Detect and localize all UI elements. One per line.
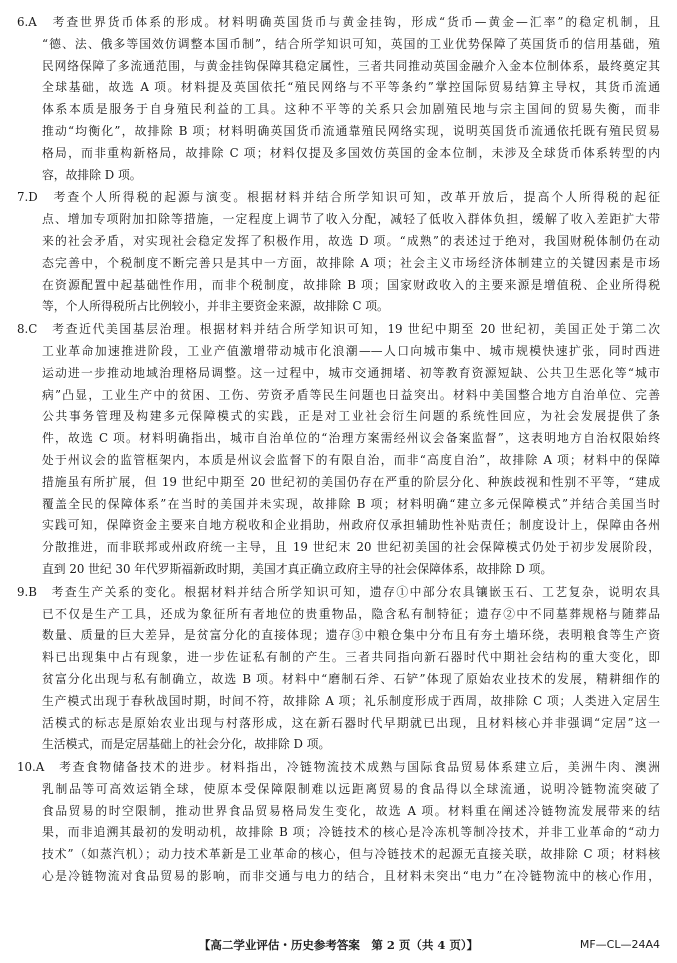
text-line: 措施虽有所扩展，但 19 世纪中期至 20 世纪初的美国仍存在严重的阶层分化、种族歧视和性别不平等，“建成 — [42, 474, 660, 489]
text-line: 数量、质量的巨大差异，是贫富分化的直接体现；遗存③中粮仓集中分布且有夯土墙环绕，表明粮食等生产资 — [42, 628, 660, 643]
text-line: 推动“均衡化”，故排除 B 项；材料明确英国货币流通靠殖民网络实现，说明英国货币流通依托既有殖民贸易 — [42, 123, 660, 138]
text-line: 生活模式，而是定居基础上的社会分化，故排除 D 项。 — [42, 737, 331, 752]
text-line: 覆盖全民的保障体系”在当时的美国并未实现，故排除 B 项；材料明确“建立多元保障模式”并结合美国当时 — [42, 496, 660, 511]
answer-item-9 — [17, 582, 660, 756]
answer-list — [17, 12, 660, 888]
text-line: 在资源配置中起基础性作用，而非个税制度，故排除 B 项；国家财政收入的主要来源是增值税、企业所得税 — [42, 277, 660, 292]
text-line: 果，而非追溯其最初的发明动机，故排除 B 项；冷链技术的核心是冷冻机等制冷技术，并非工业革命的“动力 — [42, 825, 660, 840]
text-line: 已不仅是生产工具，还成为象征所有者地位的贵重物品，隐含私有制特征；遗存②中不同墓葬规格与随葬品 — [42, 606, 660, 621]
text-line: 心是冷链物流对食品贸易的影响，而非交通与电力的结合，且材料未突出“电力”在冷链物流中的核心作用， — [42, 869, 660, 884]
text-line: 食品贸易的时空限制，推动世界食品贸易格局发生变化，故选 A 项。材料重在阐述冷链物流发展带来的结 — [42, 803, 660, 818]
page-footer — [17, 936, 660, 954]
text-line: 7.D 考查个人所得税的起源与演变。根据材料并结合所学知识可知，改革开放后，提高个人所得税的起征 — [17, 190, 660, 205]
text-line: 等，个人所得税所占比例较小，并非主要资金来源，故排除 C 项。 — [42, 299, 389, 314]
text-line: “德、法、俄多等国效仿调整本国币制”，结合所学知识可知，英国的工业优势保障了英国货币的信用基础，殖 — [42, 36, 660, 51]
text-line: 件，故选 C 项。材料明确指出，城市自治单位的“治理方案需经州议会备案监督”，这表明地方自治权限始终 — [42, 431, 660, 446]
text-line: 贫富分化出现与私有制确立，故选 B 项。材料中“磨制石斧、石铲”体现了原始农业技术的发展，精耕细作的 — [42, 671, 660, 686]
text-line: 公共事务管理及构建多元保障模式的实践，正是对工业社会衍生问题的系统性回应，为社会发展提供了条 — [42, 409, 660, 424]
text-line: 格局，而非重构新格局，故排除 C 项；材料仅提及多国效仿英国的金本位制，未涉及全球货币体系转型的内 — [42, 145, 660, 160]
text-line: 生产模式出现于春秋战国时期，时间不符，故排除 A 项；礼乐制度形成于西周，故排除 C 项；人类进入定居生 — [42, 693, 660, 708]
text-line: 8.C 考查近代美国基层治理。根据材料并结合所学知识可知，19 世纪中期至 20 世纪初，美国正处于第二次 — [17, 322, 660, 337]
text-line: 来的社会矛盾，对实现社会稳定发挥了积极作用，故选 D 项。“成熟”的表述过于绝对，我国财税体制仍在动 — [42, 233, 660, 248]
answer-item-10 — [17, 757, 660, 888]
text-line: 病”凸显，工业生产中的贫困、工伤、劳资矛盾等民生问题也日益突出。材料中美国整合地方自治单位、完善 — [42, 387, 660, 402]
text-line: 点、增加专项附加扣除等措施，一定程度上调节了收入分配，减轻了低收入群体负担，缓解了收入差距扩大带 — [42, 212, 660, 227]
text-line: 9.B 考查生产关系的变化。根据材料并结合所学知识可知，遗存①中部分农具镶嵌玉石、工艺复杂，说明农具 — [17, 584, 660, 599]
answer-item-6 — [17, 12, 660, 186]
text-line: 体系本质是服务于自身殖民利益的工具。这种不平等的关系只会加剧殖民地与宗主国间的贸易失衡，而非 — [42, 102, 660, 117]
text-line: 分散推进，而非联邦或州政府统一主导，且 19 世纪末 20 世纪初美国的社会保障模式仍处于初步发展阶段， — [42, 540, 660, 555]
text-line: 态完善中，个税制度不断完善只是其中一方面，故排除 A 项；社会主义市场经济体制建立的关键因素是市场 — [42, 255, 660, 270]
answer-item-8 — [17, 319, 660, 581]
text-line: 工业革命加速推进阶段，工业产值激增带动城市化浪潮——人口向城市集中、城市规模快速扩张，同时西进 — [42, 343, 660, 358]
text-line: 运动进一步推动地域治理格局调整。这一过程中，城市交通拥堵、初等教育资源短缺、公共卫生恶化等“城市 — [42, 365, 660, 380]
text-line: 实践可知，保障资金主要来自地方税收和企业捐助，州政府仅承担辅助性补贴责任；制度设计上，保障由各州 — [42, 518, 660, 533]
text-line: 处于州议会的监管框架内，本质是州议会监督下的有限自治，而非“高度自治”，故排除 A 项；材料中的保障 — [42, 452, 660, 467]
text-line: 容，故排除 D 项。 — [42, 167, 142, 182]
footer-page-info: 【高二学业评估・历史参考答案 第 2 页（共 4 页）】 — [198, 938, 479, 952]
answer-item-7 — [17, 187, 660, 318]
text-line: 乳制品等可高效运销全球，使原本受保障限制难以远距离贸易的食品得以全球流通，说明冷链物流突破了 — [42, 781, 660, 796]
text-line: 10.A 考查食物储备技术的进步。材料指出，冷链物流技术成熟与国际食品贸易体系建立后，美洲牛肉、澳洲 — [17, 760, 660, 775]
text-line: 全球基础，故选 A 项。材料提及英国依托“殖民网络与不平等条约”掌控国际贸易结算主导权，其货币流通 — [42, 80, 660, 95]
text-line: 直到 20 世纪 30 年代罗斯福新政时期，美国才真正确立政府主导的社会保障体系，故排除 D 项。 — [42, 561, 553, 576]
text-line: 活模式的标志是原始农业出现与村落形成，这在新石器时代早期就已出现，且材料核心并非强调“定居”这一 — [42, 715, 660, 730]
text-line: 料已出现集中占有现象，进一步佐证私有制的产生。三者共同指向新石器时代中期社会结构的重大变化，即 — [42, 650, 660, 665]
text-line: 6.A 考查世界货币体系的形成。材料明确英国货币与黄金挂钩，形成“货币—黄金—汇率”的稳定机制，且 — [17, 15, 660, 29]
text-line: 技术”（如蒸汽机）；动力技术革新是工业革命的核心，但与冷链技术的起源无直接关联，故排除 C 项；材料核 — [42, 847, 660, 862]
footer-document-code: MF—CL—24A4 — [579, 938, 660, 951]
text-line: 民网络保障了多流通范围，与黄金挂钩保障其稳定属性，三者共同推动英国金融介入金本位制体系，最终奠定其 — [42, 58, 660, 73]
